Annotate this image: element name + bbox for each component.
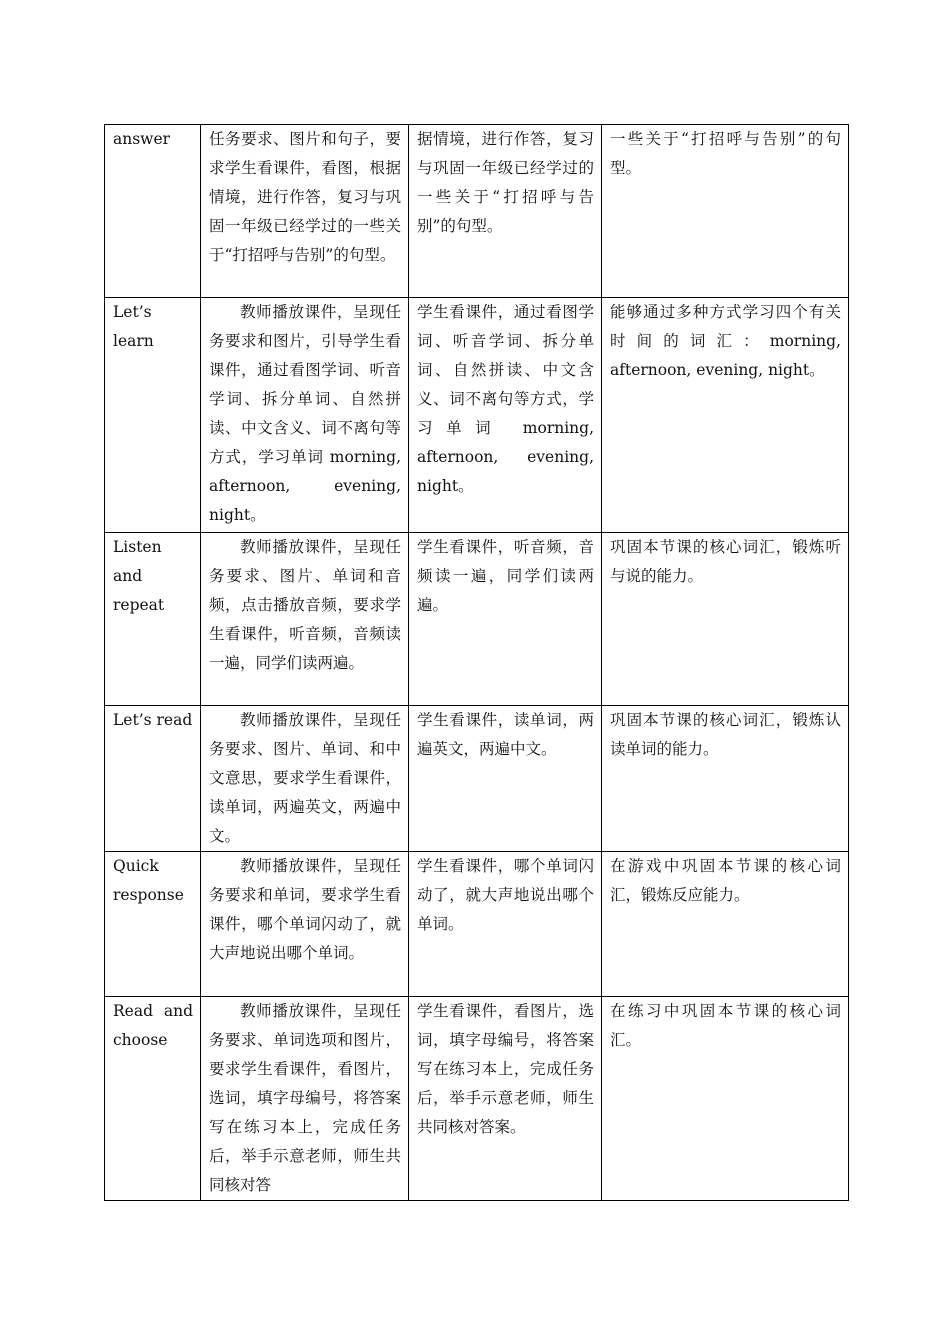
teacher-activity-cell: [201, 706, 409, 852]
purpose-cell: 巩固本节课的核心词汇，锻炼认读单词的能力。: [602, 706, 849, 852]
purpose-cell: 一些关于“打招呼与告别”的句型。: [602, 125, 849, 298]
teacher-activity-text: 教师播放课件，呈现任务要求、图片、单词、和中文意思，要求学生看课件，读单词，两遍英文，两遍中文。: [209, 711, 401, 845]
teacher-activity-cell: 任务要求、图片和句子，要求学生看课件，看图，根据情境，进行作答，复习与巩固一年级已经学过的一些关于“打招呼与告别”的句型。: [201, 125, 409, 298]
table-row: [105, 125, 849, 298]
teacher-activity-cell: [201, 997, 409, 1201]
teacher-activity-text: 教师播放课件，呈现任务要求、图片、单词和音频，点击播放音频，要求学生看课件，听音频，音频读一遍，同学们读两遍。: [209, 538, 401, 672]
step-cell: Quick response: [105, 852, 201, 997]
step-cell: answer: [105, 125, 201, 298]
teacher-activity-cell: [201, 852, 409, 997]
step-cell: Let’s read: [105, 706, 201, 852]
teacher-activity-text: 教师播放课件，呈现任务要求和图片，引导学生看课件，通过看图学词、听音学词、拆分单词、自然拼读、中文含义、词不离句等方式，学习单词 morning, afternoon, evening, night。: [209, 303, 401, 524]
lesson-plan-table: [104, 124, 849, 1201]
student-activity-cell: 据情境，进行作答，复习与巩固一年级已经学过的一些关于“打招呼与告别”的句型。: [409, 125, 602, 298]
purpose-cell: 巩固本节课的核心词汇，锻炼听与说的能力。: [602, 533, 849, 706]
step-cell: Listen and repeat: [105, 533, 201, 706]
table-row: [105, 533, 849, 706]
student-activity-cell: 学生看课件，看图片，选词，填字母编号，将答案写在练习本上，完成任务后，举手示意老师，师生共同核对答案。: [409, 997, 602, 1201]
teacher-activity-cell: [201, 533, 409, 706]
purpose-cell: 在练习中巩固本节课的核心词汇。: [602, 997, 849, 1201]
table-row: [105, 298, 849, 533]
teacher-activity-text: 教师播放课件，呈现任务要求、单词选项和图片，要求学生看课件，看图片，选词，填字母编号，将答案写在练习本上，完成任务后，举手示意老师，师生共同核对答: [209, 1002, 401, 1194]
student-activity-cell: 学生看课件，通过看图学词、听音学词、拆分单词、自然拼读、中文含义、词不离句等方式，学习单词 morning, afternoon, evening, night。: [409, 298, 602, 533]
table-row: [105, 997, 849, 1201]
purpose-cell: 在游戏中巩固本节课的核心词汇，锻炼反应能力。: [602, 852, 849, 997]
table-row: [105, 706, 849, 852]
student-activity-cell: 学生看课件，听音频，音频读一遍，同学们读两遍。: [409, 533, 602, 706]
teacher-activity-cell: [201, 298, 409, 533]
student-activity-cell: 学生看课件，哪个单词闪动了，就大声地说出哪个单词。: [409, 852, 602, 997]
purpose-cell: 能够通过多种方式学习四个有关时间的词汇：morning, afternoon, evening, night。: [602, 298, 849, 533]
table-row: [105, 852, 849, 997]
step-cell: Read and choose: [105, 997, 201, 1201]
step-cell: Let’s learn: [105, 298, 201, 533]
student-activity-cell: 学生看课件，读单词，两遍英文，两遍中文。: [409, 706, 602, 852]
teacher-activity-text: 教师播放课件，呈现任务要求和单词，要求学生看课件，哪个单词闪动了，就大声地说出哪个单词。: [209, 857, 401, 962]
